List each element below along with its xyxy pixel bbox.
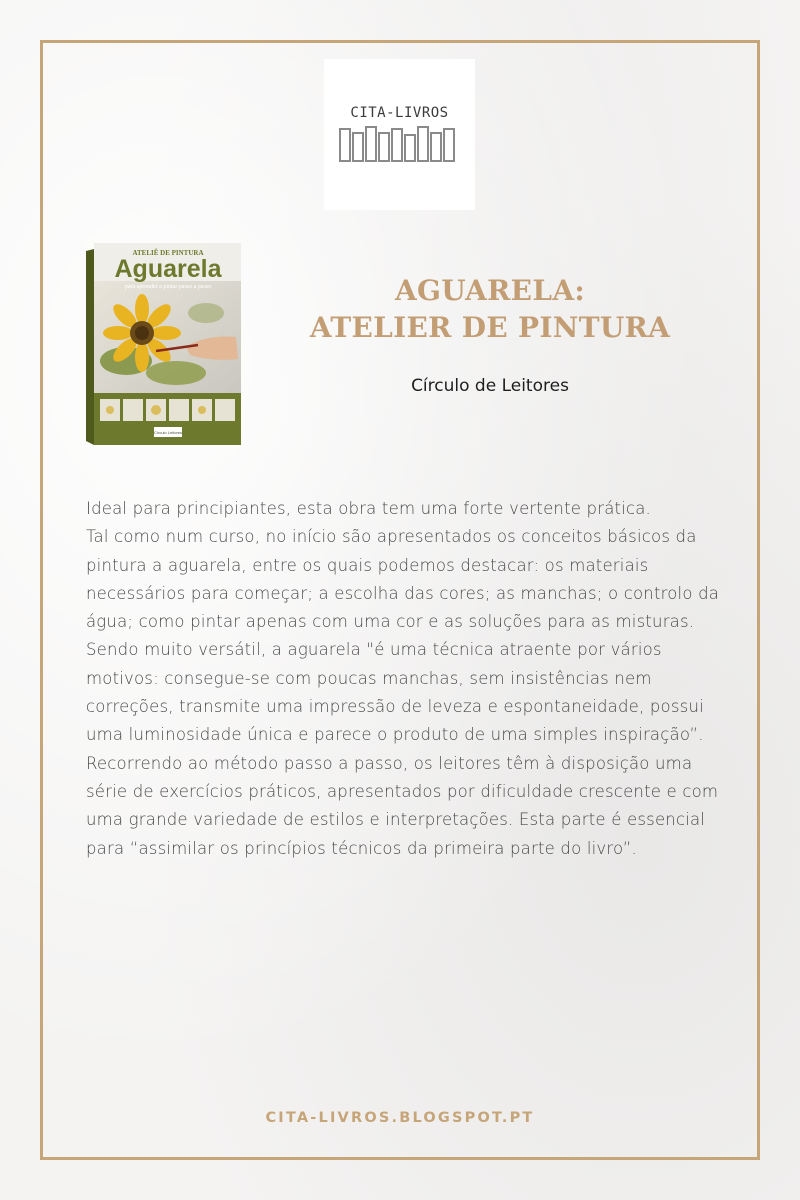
cover-publisher-mark: Círculo Leitores bbox=[153, 430, 183, 435]
review-paragraph: Recorrendo ao método passo a passo, os leitores têm à disposição uma série de exercícios práticos, apresentados por dificuldade crescente e com uma grande variedade de estilos e interpretações. Esta parte é essencial para “assimilar os princípios técnicos da primeira parte do livro”. bbox=[86, 753, 719, 858]
book-cover-image bbox=[86, 243, 241, 445]
publisher-name: Círculo de Leitores bbox=[411, 376, 569, 396]
title-line-2: ATELIER DE PINTURA bbox=[309, 311, 671, 344]
review-text bbox=[86, 495, 726, 863]
cover-kicker: ATELIÊ DE PINTURA bbox=[132, 249, 204, 257]
review-paragraph: Sendo muito versátil, a aguarela "é uma técnica atraente por vários motivos: consegue-se com poucas manchas, sem insistências nem correções, transmite uma impressão de leveza e espontaneidade, possui uma luminosidade única e parece o produto de uma simples inspiração”. bbox=[86, 640, 704, 745]
title-line-1: AGUARELA: bbox=[395, 274, 585, 307]
book-title bbox=[290, 272, 690, 346]
review-paragraph: Ideal para principiantes, esta obra tem uma forte vertente prática. bbox=[86, 499, 651, 518]
cover-subtitle: para aprender a pintar passo a passo bbox=[124, 284, 212, 290]
blog-logo bbox=[324, 59, 475, 210]
review-paragraph: Tal como num curso, no início são apresentados os conceitos básicos da pintura a aguarela, entre os quais podemos destacar: os materiais necessários para começar; a escolha das cores; as manchas; o controlo da água; como pintar apenas com uma cor e as soluções para as misturas. bbox=[86, 527, 720, 632]
book-spines-icon bbox=[339, 125, 461, 163]
blog-url-link[interactable]: CITA-LIVROS.BLOGSPOT.PT bbox=[265, 1110, 535, 1126]
cover-title: Aguarela bbox=[114, 255, 222, 283]
logo-text: CITA-LIVROS bbox=[350, 105, 449, 121]
